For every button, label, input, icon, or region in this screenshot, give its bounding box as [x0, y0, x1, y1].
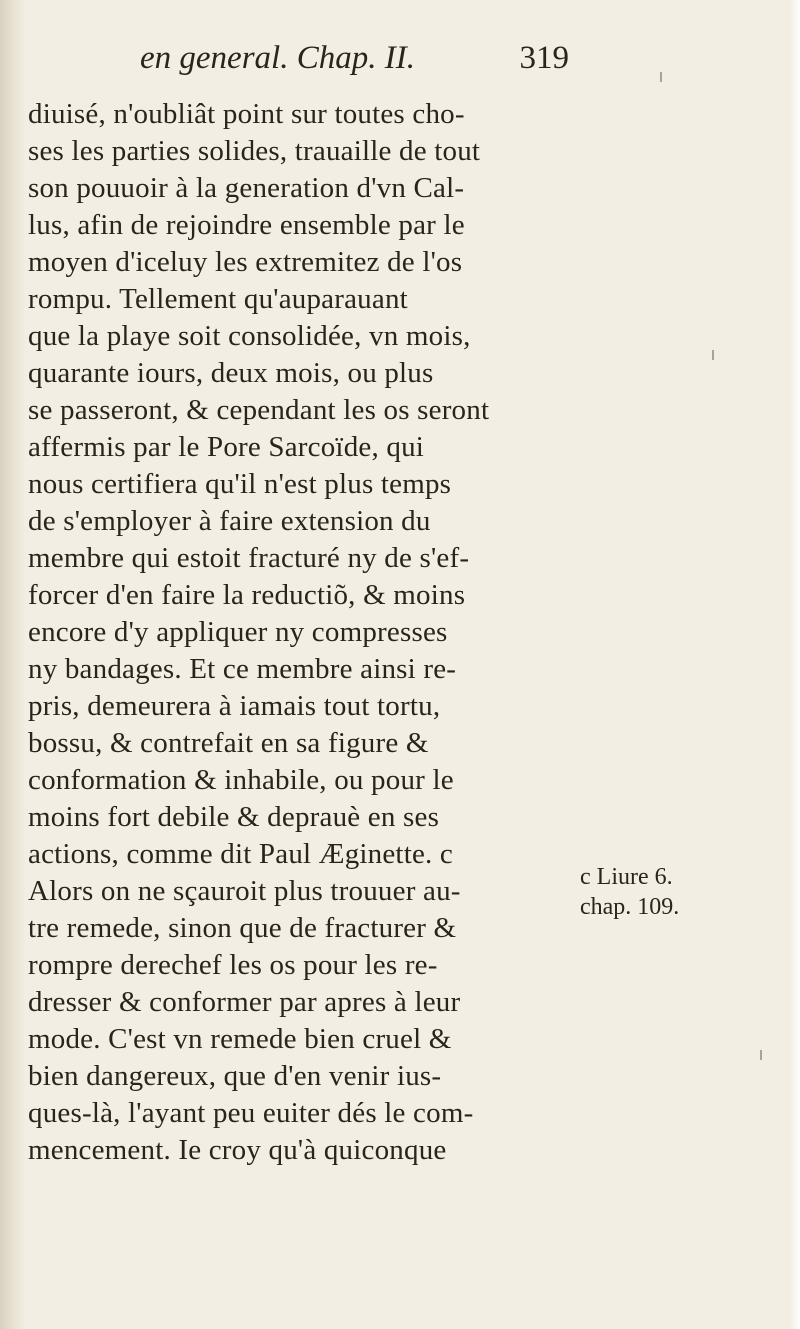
text-line: rompre derechef les os pour les re- — [28, 949, 438, 981]
text-line: affermis par le Pore Sarcoïde, qui — [28, 431, 425, 463]
text-line: mode. C'est vn remede bien cruel & — [28, 1023, 452, 1055]
text-line: Alors on ne sçauroit plus trouuer au- — [28, 875, 461, 907]
text-line: rompu. Tellement qu'auparauant — [28, 283, 408, 315]
margin-note-line: chap. 109. — [580, 894, 680, 920]
text-line: que la playe soit consolidée, vn mois, — [28, 320, 471, 352]
text-line: quarante iours, deux mois, ou plus — [28, 357, 434, 389]
text-line: bossu, & contrefait en sa figure & — [28, 727, 429, 759]
text-line: pris, demeurera à iamais tout tortu, — [28, 690, 441, 722]
page-gutter-shadow — [0, 0, 26, 1329]
ink-speck — [660, 72, 662, 82]
body-text — [28, 96, 573, 1169]
text-block — [28, 40, 573, 1169]
page-edge — [790, 0, 800, 1329]
running-header — [28, 40, 573, 96]
text-line: ques-là, l'ayant peu euiter dés le com- — [28, 1097, 474, 1129]
text-line: moyen d'iceluy les extremitez de l'os — [28, 246, 463, 278]
text-line: lus, afin de rejoindre ensemble par le — [28, 209, 465, 241]
text-line: diuisé, n'oubliât point sur toutes cho- — [28, 98, 465, 130]
text-line: se passeront, & cependant les os seront — [28, 394, 490, 426]
text-line: nous certifiera qu'il n'est plus temps — [28, 468, 452, 500]
text-line: ses les parties solides, trauaille de tout — [28, 135, 481, 167]
text-line: moins fort debile & deprauè en ses — [28, 801, 440, 833]
text-line: ny bandages. Et ce membre ainsi re- — [28, 653, 457, 685]
running-head-title: en general. Chap. II. — [140, 40, 415, 76]
text-line: conformation & inhabile, ou pour le — [28, 764, 454, 796]
marginal-note — [580, 862, 780, 922]
ink-speck — [760, 1050, 762, 1060]
text-line: actions, comme dit Paul Æginette. c — [28, 838, 453, 870]
text-line: son pouuoir à la generation d'vn Cal- — [28, 172, 465, 204]
text-line: bien dangereux, que d'en venir ius- — [28, 1060, 442, 1092]
text-line: de s'employer à faire extension du — [28, 505, 431, 537]
page-number: 319 — [519, 40, 569, 76]
text-line: dresser & conformer par apres à leur — [28, 986, 461, 1018]
text-line: membre qui estoit fracturé ny de s'ef- — [28, 542, 470, 574]
text-line: mencement. Ie croy qu'à quiconque — [28, 1134, 447, 1166]
text-line: tre remede, sinon que de fracturer & — [28, 912, 457, 944]
text-line: forcer d'en faire la reductiõ, & moins — [28, 579, 466, 611]
margin-note-line: c Liure 6. — [580, 864, 673, 890]
text-line: encore d'y appliquer ny compresses — [28, 616, 448, 648]
ink-speck — [712, 350, 714, 360]
